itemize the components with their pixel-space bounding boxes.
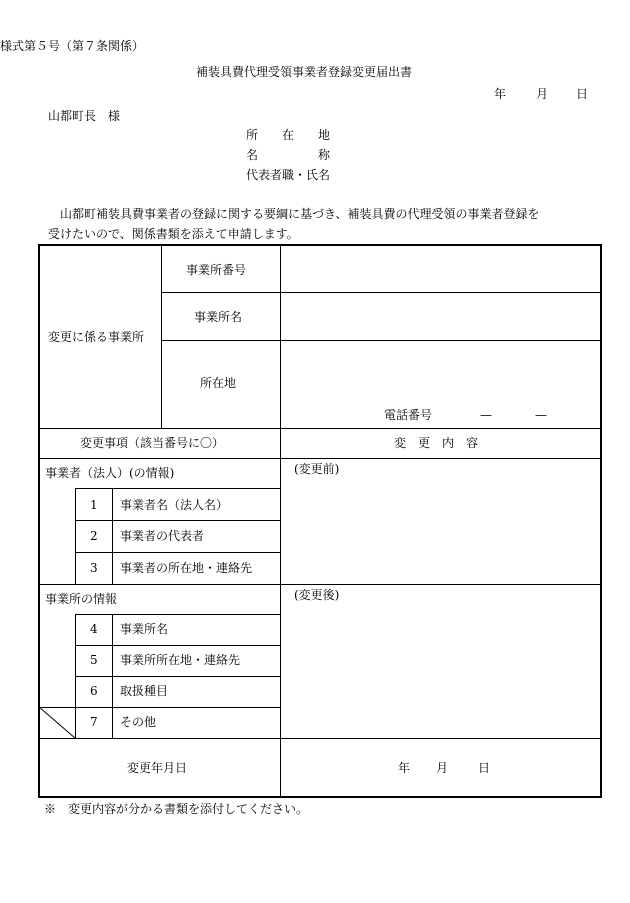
- addressee: 山都町長 様: [48, 109, 121, 123]
- item-number: 3: [90, 561, 98, 575]
- change-content-header: 変 更 内 容: [394, 436, 479, 450]
- operator-info-label: 事業者（法人）(の情報): [45, 466, 175, 480]
- office-number-label: 事業所番号: [186, 263, 247, 277]
- office-info-label: 事業所の情報: [45, 592, 118, 606]
- phone-label: 電話番号: [384, 408, 433, 422]
- applicant-name-label: 名 称: [246, 148, 331, 162]
- item-number: 7: [90, 715, 98, 729]
- office-section-label: 変更に係る事業所: [48, 330, 145, 344]
- item-number: 2: [90, 529, 98, 543]
- footnote: ※ 変更内容が分かる書類を添付してください。: [44, 802, 309, 816]
- item-label: 事業者の所在地・連絡先: [120, 561, 253, 575]
- date-year: 年: [494, 87, 507, 101]
- before-label: (変更前): [294, 462, 340, 476]
- item-label: その他: [120, 715, 157, 729]
- date-month: 月: [536, 87, 549, 101]
- item-number: 4: [90, 622, 98, 636]
- applicant-location-label: 所 在 地: [246, 128, 331, 142]
- applicant-rep-label: 代表者職・氏名: [246, 168, 331, 182]
- date-day: 日: [576, 87, 589, 101]
- body-text-line2: 受けたいので、関係書類を添えて申請します。: [48, 227, 299, 241]
- item-label: 事業者名（法人名）: [120, 498, 229, 512]
- office-name-label: 事業所名: [194, 310, 243, 324]
- phone-dash-1: —: [480, 408, 492, 422]
- form-number: 様式第５号（第７条関係）: [0, 39, 145, 53]
- change-date-year: 年: [398, 761, 411, 775]
- body-text-line1: 山都町補装具費事業者の登録に関する要綱に基づき、補装具費の代理受領の事業者登録を: [60, 207, 540, 221]
- item-label: 事業所所在地・連絡先: [120, 653, 241, 667]
- after-label: (変更後): [294, 588, 340, 602]
- form-title: 補装具費代理受領事業者登録変更届出書: [196, 65, 413, 79]
- item-number: 5: [90, 653, 98, 667]
- item-label: 事業所名: [120, 622, 169, 636]
- change-date-month: 月: [436, 761, 449, 775]
- change-items-header: 変更事項（該当番号に〇）: [80, 436, 225, 450]
- item-label: 事業者の代表者: [120, 529, 205, 543]
- item-number: 6: [90, 684, 98, 698]
- change-date-label: 変更年月日: [127, 761, 188, 775]
- office-location-label: 所在地: [200, 376, 237, 390]
- item-label: 取扱種目: [120, 684, 169, 698]
- phone-dash-2: —: [535, 408, 547, 422]
- item-number: 1: [90, 498, 98, 512]
- change-date-day: 日: [478, 761, 491, 775]
- diagonal-slash: [39, 707, 76, 739]
